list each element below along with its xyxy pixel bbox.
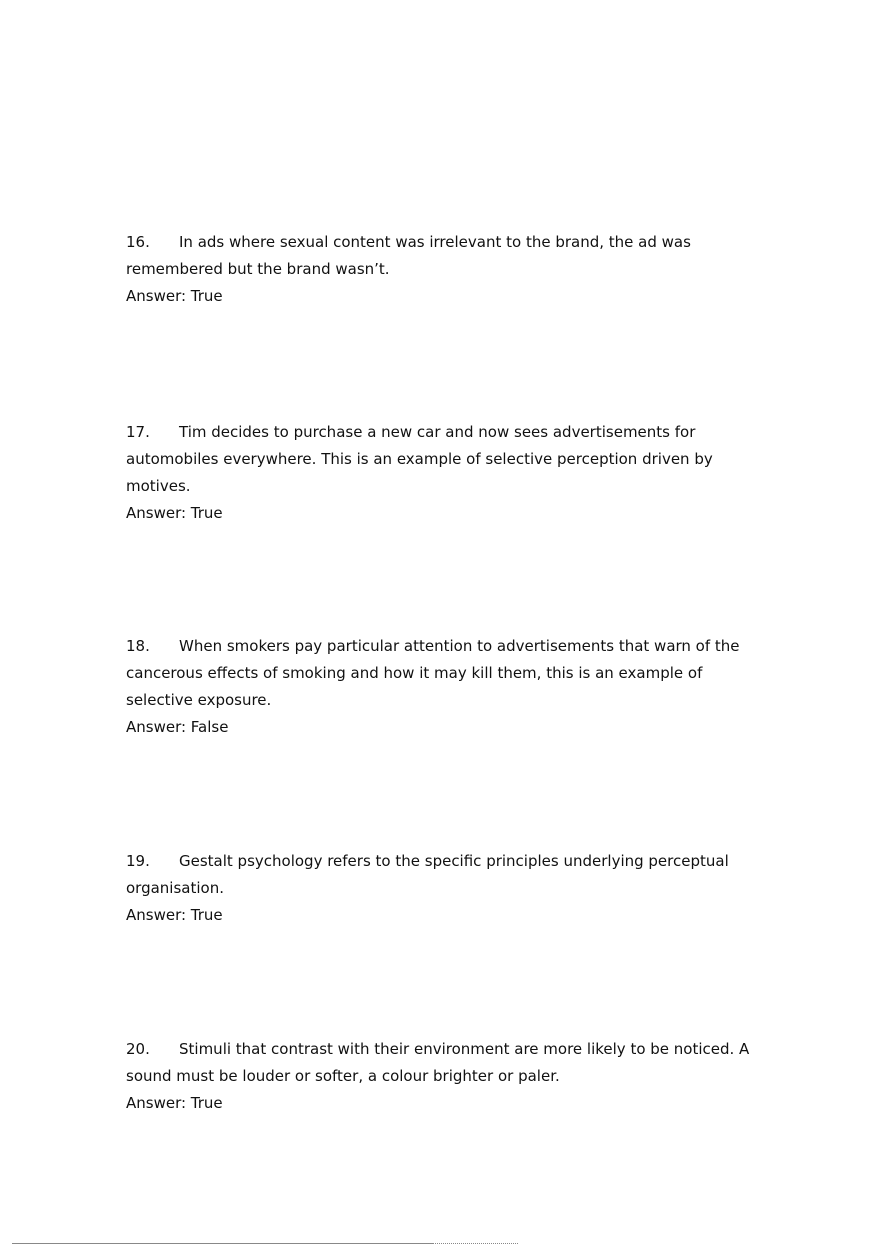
question-number: 19. — [126, 852, 150, 870]
question-body: Tim decides to purchase a new car and now sees advertisements for automobiles everywhere. This is an example of selective perception driven by motives. — [126, 423, 713, 495]
question-text — [126, 229, 766, 283]
question-body: Stimuli that contrast with their environment are more likely to be noticed. A sound must be louder or softer, a colour brighter or paler. — [126, 1040, 750, 1085]
question-19 — [126, 848, 766, 929]
question-body: In ads where sexual content was irrelevant to the brand, the ad was remembered but the brand wasn’t. — [126, 233, 691, 278]
footer-divider — [12, 1243, 432, 1244]
question-17 — [126, 419, 766, 527]
question-body: Gestalt psychology refers to the specific principles underlying perceptual organisation. — [126, 852, 729, 897]
question-answer: Answer: True — [126, 1094, 223, 1112]
question-answer: Answer: True — [126, 287, 223, 305]
question-text — [126, 419, 766, 500]
question-number: 18. — [126, 637, 150, 655]
question-text — [126, 633, 766, 714]
question-number: 16. — [126, 233, 150, 251]
question-answer: Answer: True — [126, 504, 223, 522]
footer-divider-dotted — [432, 1243, 518, 1244]
question-16 — [126, 229, 766, 310]
question-number: 20. — [126, 1040, 150, 1058]
question-text — [126, 848, 766, 902]
question-text — [126, 1036, 766, 1090]
question-18 — [126, 633, 766, 741]
question-answer: Answer: False — [126, 718, 229, 736]
question-number: 17. — [126, 423, 150, 441]
question-20 — [126, 1036, 766, 1117]
question-answer: Answer: True — [126, 906, 223, 924]
question-body: When smokers pay particular attention to advertisements that warn of the cancerous effects of smoking and how it may kill them, this is an example of selective exposure. — [126, 637, 740, 709]
